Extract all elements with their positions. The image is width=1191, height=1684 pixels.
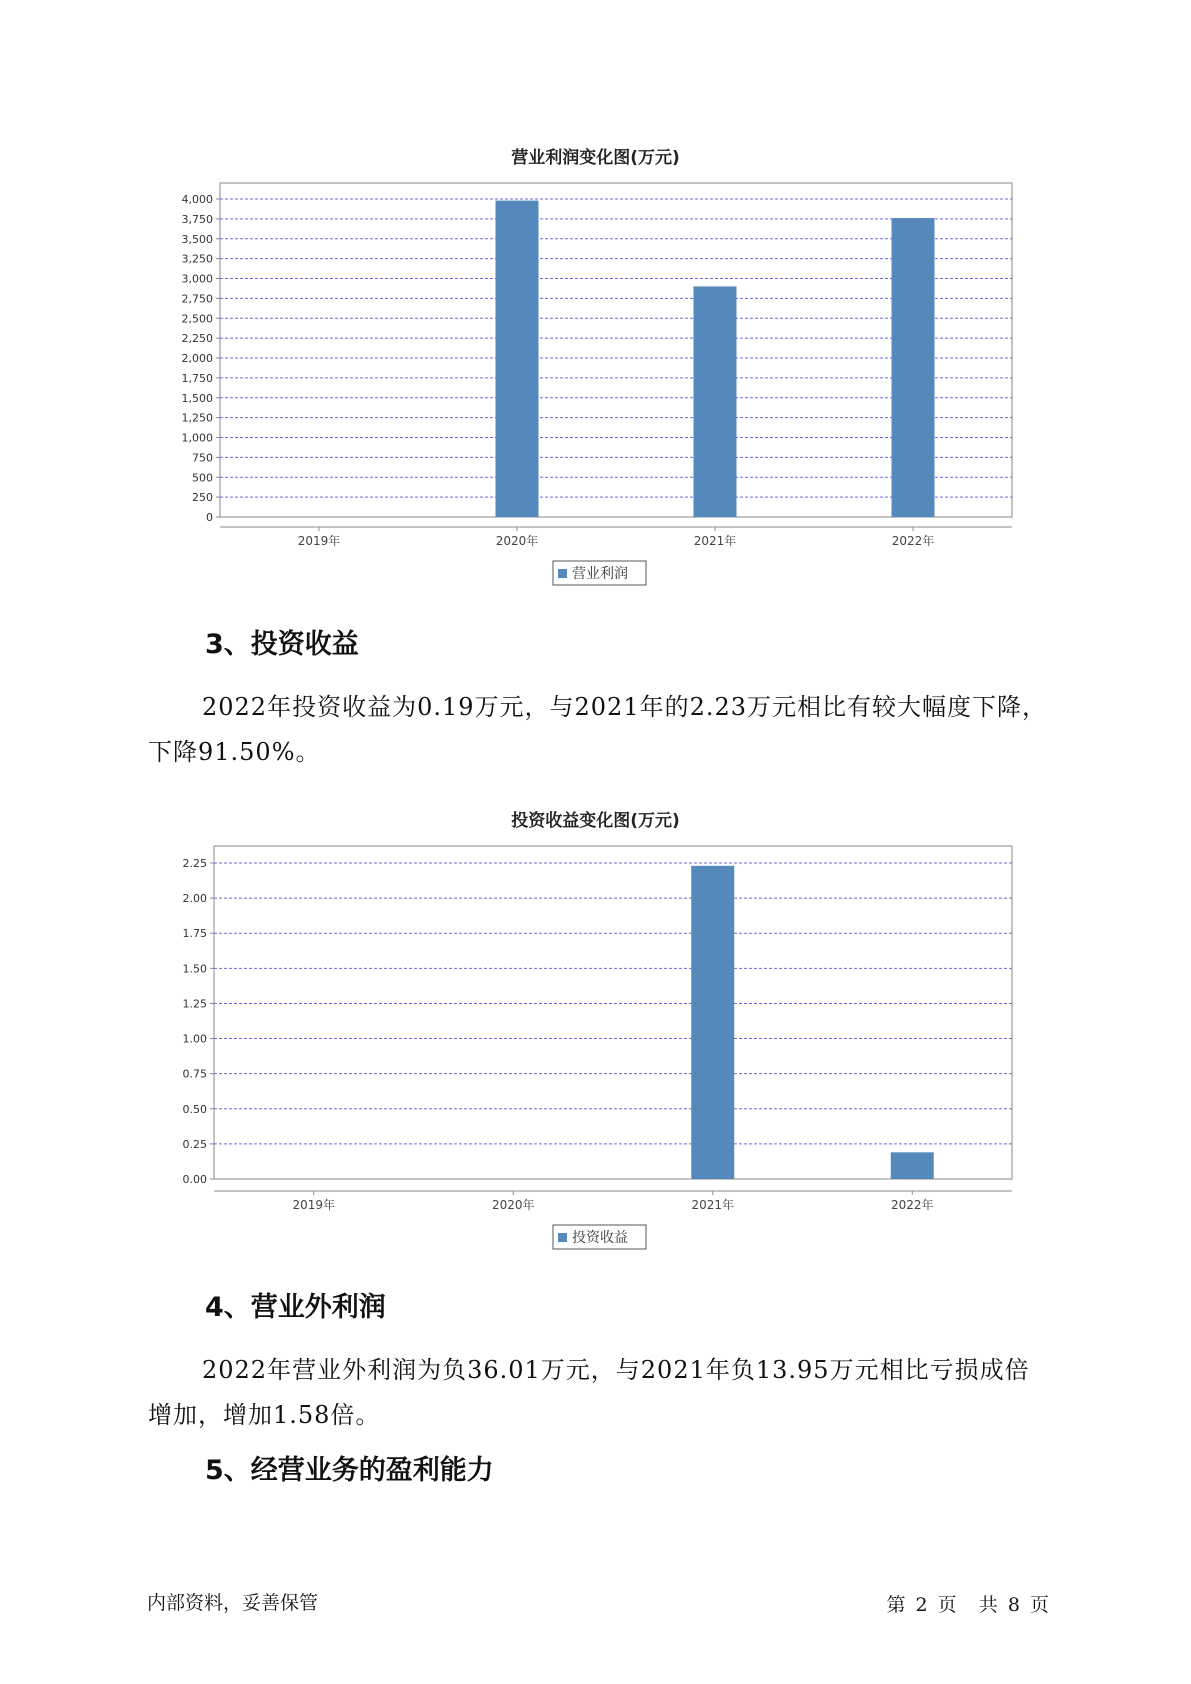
- chart2-title: 投资收益变化图(万元): [511, 811, 680, 831]
- total-pages: 8: [1007, 1594, 1020, 1616]
- y-tick-label: 0.00: [182, 1173, 207, 1186]
- y-tick-label: 1.50: [182, 962, 207, 976]
- page-prefix: 第: [886, 1594, 906, 1616]
- y-tick-label: 750: [192, 451, 213, 465]
- y-tick-label: 250: [192, 491, 213, 505]
- legend-swatch: [558, 569, 567, 578]
- x-tick-label: 2019年: [297, 534, 341, 548]
- bar-2022年: [892, 218, 935, 517]
- bar-2022年: [891, 1152, 934, 1179]
- y-tick-label: 1,000: [181, 431, 213, 445]
- chart1-operating-profit: [0, 170, 1191, 590]
- x-tick-label: 2020年: [491, 1198, 535, 1212]
- section-heading-operating-profitability: 5、经营业务的盈利能力: [205, 1455, 494, 1486]
- plot-area: [214, 846, 1012, 1179]
- y-tick-label: 2,000: [181, 352, 213, 365]
- x-tick-label: 2022年: [890, 1198, 934, 1212]
- y-tick-label: 2,750: [181, 292, 213, 306]
- paragraph-non-operating-profit: 2022年营业外利润为负36.01万元，与2021年负13.95万元相比亏损成倍增加，增加1.58倍。: [148, 1356, 1030, 1429]
- paragraph-investment-income: 2022年投资收益为0.19万元，与2021年的2.23万元相比有较大幅度下降，下降91.50%。: [148, 693, 1048, 766]
- y-tick-label: 3,000: [181, 272, 213, 286]
- page-unit: 页: [937, 1594, 957, 1616]
- y-tick-label: 0.50: [182, 1102, 207, 1116]
- legend-label: 投资收益: [572, 1230, 628, 1246]
- y-tick-label: 0.25: [182, 1137, 207, 1151]
- page-number: 2: [915, 1594, 928, 1616]
- bar-2021年: [691, 866, 734, 1179]
- x-tick-label: 2022年: [891, 534, 935, 548]
- bar-2021年: [694, 286, 737, 517]
- x-tick-label: 2019年: [292, 1198, 336, 1212]
- legend-swatch: [558, 1233, 567, 1242]
- chart1-title: 营业利润变化图(万元): [511, 148, 680, 168]
- y-tick-label: 500: [192, 471, 213, 485]
- y-tick-label: 3,750: [181, 212, 213, 226]
- x-tick-label: 2020年: [495, 534, 539, 548]
- y-tick-label: 1,250: [181, 411, 213, 425]
- y-tick-label: 3,250: [181, 252, 213, 266]
- section-heading-investment-income: 3、投资收益: [205, 629, 359, 660]
- y-tick-label: 2.25: [182, 857, 207, 870]
- bar-2020年: [496, 201, 539, 517]
- legend-label: 营业利润: [572, 566, 628, 582]
- footer-page-indicator: [884, 1590, 1051, 1617]
- y-tick-label: 1,750: [181, 371, 213, 385]
- total-unit: 页: [1029, 1594, 1049, 1616]
- footer-confidential-note: 内部资料，妥善保管: [147, 1592, 319, 1614]
- y-tick-label: 0: [206, 511, 213, 524]
- y-tick-label: 4,000: [181, 193, 213, 206]
- y-tick-label: 1.75: [182, 927, 207, 941]
- y-tick-label: 2,500: [181, 312, 213, 326]
- x-tick-label: 2021年: [691, 1198, 735, 1212]
- y-tick-label: 2,250: [181, 332, 213, 346]
- x-tick-label: 2021年: [693, 534, 737, 548]
- y-tick-label: 1.25: [182, 997, 207, 1011]
- y-tick-label: 1.00: [182, 1032, 207, 1046]
- chart2-investment-income: [0, 832, 1191, 1252]
- legend: [553, 561, 646, 585]
- y-tick-label: 1,500: [181, 391, 213, 405]
- total-prefix: 共: [978, 1594, 998, 1616]
- y-tick-label: 2.00: [182, 892, 207, 906]
- legend: [553, 1225, 646, 1249]
- y-tick-label: 3,500: [181, 232, 213, 246]
- section-heading-non-operating-profit: 4、营业外利润: [205, 1292, 386, 1323]
- y-tick-label: 0.75: [182, 1067, 207, 1081]
